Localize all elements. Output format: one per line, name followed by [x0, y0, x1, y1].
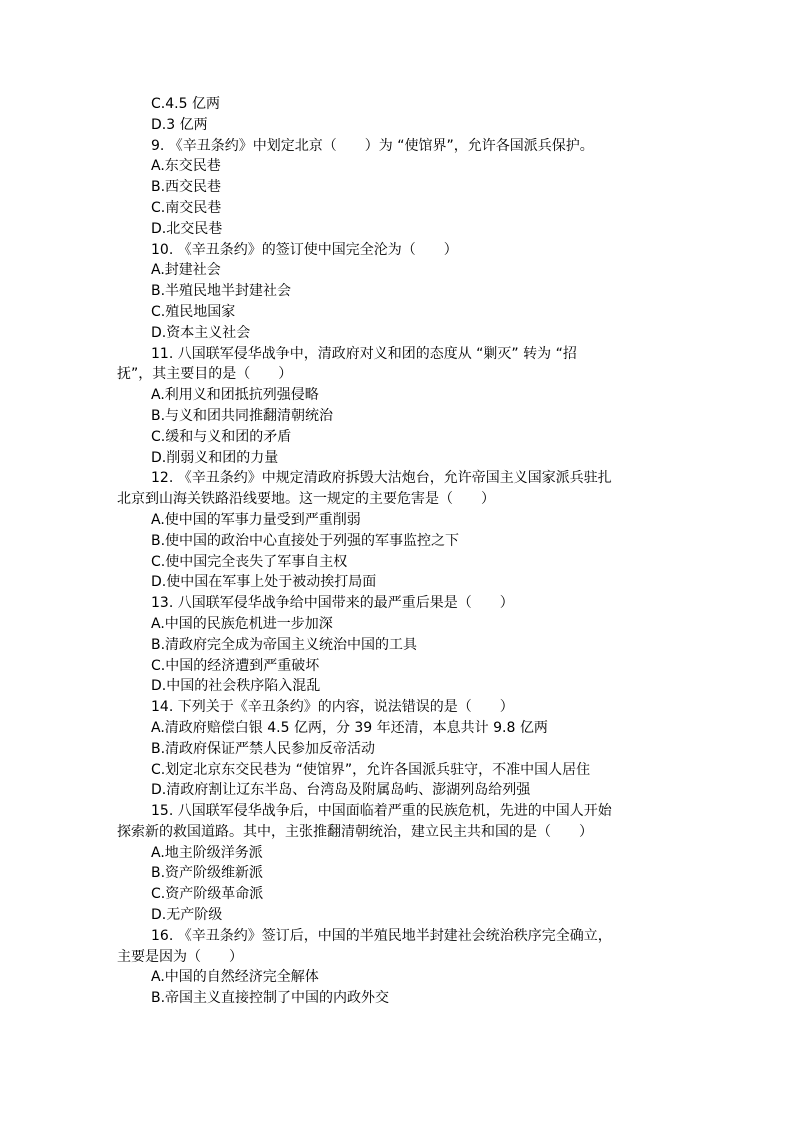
- answer-option: D.3 亿两: [151, 116, 208, 133]
- answer-option: A.使中国的军事力量受到严重削弱: [151, 511, 361, 528]
- answer-option: B.与义和团共同推翻清朝统治: [151, 407, 334, 424]
- answer-option: A.地主阶级洋务派: [151, 844, 263, 861]
- answer-option: A.利用义和团抵抗列强侵略: [151, 387, 319, 404]
- answer-option: D.清政府割让辽东半岛、台湾岛及附属岛屿、澎湖列岛给列强: [151, 782, 531, 799]
- answer-option: B.帝国主义直接控制了中国的内政外交: [151, 990, 390, 1007]
- answer-option: A.封建社会: [151, 262, 221, 279]
- question-list: [117, 94, 677, 1009]
- answer-option: B.半殖民地半封建社会: [151, 283, 292, 300]
- answer-option: D.资本主义社会: [151, 324, 251, 341]
- answer-option: C.资产阶级革命派: [151, 886, 264, 903]
- answer-option: D.中国的社会秩序陷入混乱: [151, 678, 321, 695]
- question-text: 15. 八国联军侵华战争后，中国面临着严重的民族危机，先进的中国人开始: [151, 803, 612, 820]
- question-text: 13. 八国联军侵华战争给中国带来的最严重后果是（ ）: [151, 595, 514, 612]
- answer-option: B.西交民巷: [151, 179, 222, 196]
- answer-option: C.4.5 亿两: [151, 96, 220, 112]
- question-text: 10. 《辛丑条约》的签订使中国完全沦为（ ）: [151, 241, 458, 258]
- answer-option: A.中国的民族危机进一步加深: [151, 615, 333, 632]
- answer-option: C.使中国完全丧失了军事自主权: [151, 553, 348, 570]
- answer-option: A.清政府赔偿白银 4.5 亿两，分 39 年还清，本息共计 9.8 亿两: [151, 719, 548, 736]
- question-text-continuation: 抚”，其主要目的是（ ）: [117, 366, 293, 383]
- answer-option: C.中国的经济遭到严重破坏: [151, 657, 320, 674]
- question-text: 14. 下列关于《辛丑条约》的内容，说法错误的是（ ）: [151, 699, 514, 716]
- answer-option: C.划定北京东交民巷为 “使馆界”，允许各国派兵驻守，不准中国人居住: [151, 761, 591, 778]
- question-text-continuation: 探索新的救国道路。其中，主张推翻清朝统治，建立民主共和国的是（ ）: [117, 823, 593, 840]
- answer-option: D.北交民巷: [151, 220, 223, 237]
- answer-option: D.削弱义和团的力量: [151, 449, 279, 466]
- question-text: 16. 《辛丑条约》签订后，中国的半殖民地半封建社会统治秩序完全确立，: [151, 927, 612, 944]
- question-text: 11. 八国联军侵华战争中，清政府对义和团的态度从 “剿灭” 转为 “招: [151, 345, 577, 362]
- question-text: 12. 《辛丑条约》中规定清政府拆毁大沽炮台，允许帝国主义国家派兵驻扎: [151, 470, 612, 487]
- question-text-continuation: 主要是因为（ ）: [117, 948, 243, 965]
- answer-option: B.资产阶级维新派: [151, 865, 264, 882]
- answer-option: D.无产阶级: [151, 907, 223, 924]
- question-text-continuation: 北京到山海关铁路沿线要地。这一规定的主要危害是（ ）: [117, 491, 495, 508]
- answer-option: C.殖民地国家: [151, 303, 236, 320]
- answer-option: A.东交民巷: [151, 158, 221, 175]
- answer-option: A.中国的自然经济完全解体: [151, 969, 319, 986]
- question-text: 9. 《辛丑条约》中划定北京（ ）为 “使馆界”，允许各国派兵保护。: [151, 137, 594, 154]
- answer-option: B.使中国的政治中心直接处于列强的军事监控之下: [151, 532, 460, 549]
- answer-option: D.使中国在军事上处于被动挨打局面: [151, 574, 377, 591]
- answer-option: C.南交民巷: [151, 199, 222, 216]
- answer-option: B.清政府完全成为帝国主义统治中国的工具: [151, 636, 418, 653]
- answer-option: C.缓和与义和团的矛盾: [151, 428, 292, 445]
- answer-option: B.清政府保证严禁人民参加反帝活动: [151, 740, 376, 757]
